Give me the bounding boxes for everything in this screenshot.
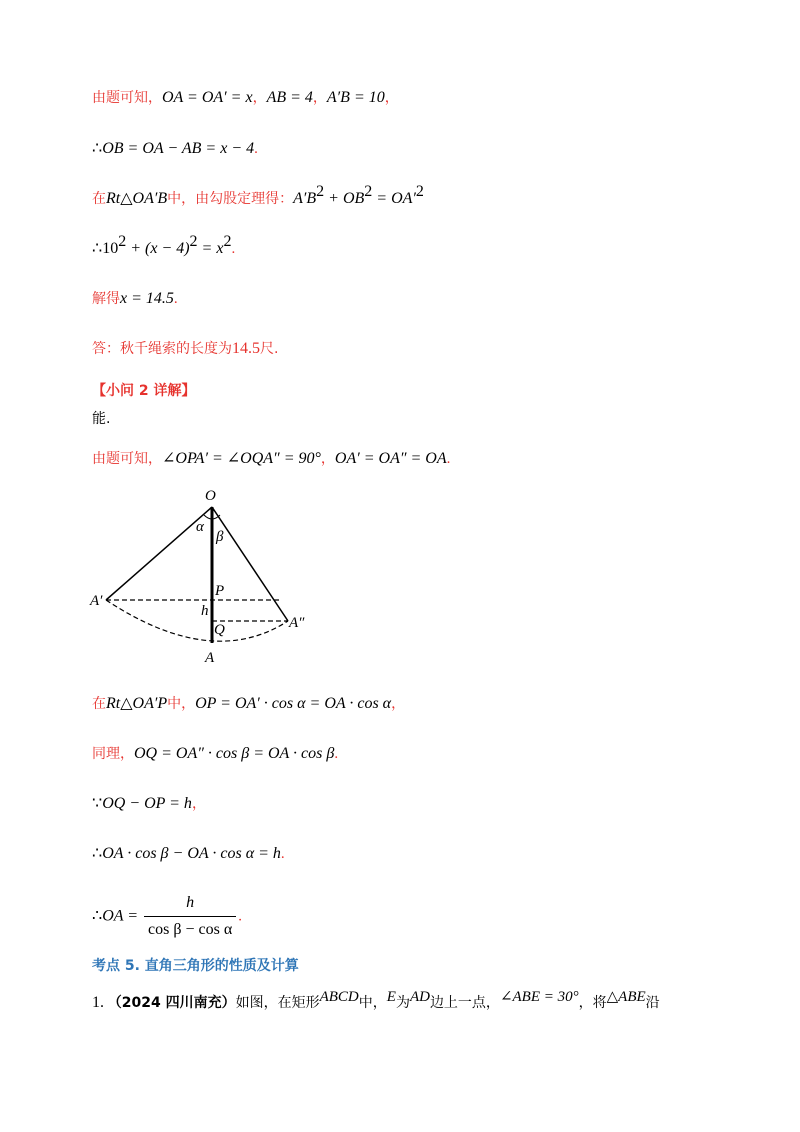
line-given-lengths (92, 87, 399, 109)
label-beta: β (216, 529, 224, 545)
math: ABCD (319, 989, 359, 1005)
numerator: h (144, 892, 236, 917)
math: A′B (293, 190, 317, 207)
math: OQ − OP = h (102, 795, 192, 812)
symbol: ∴ (92, 845, 103, 862)
answer-value: 14.5 (232, 340, 260, 357)
symbol: ∴ (92, 240, 103, 257)
label-o: O (205, 488, 216, 504)
math: OA = OA′ = x (162, 89, 253, 106)
text: 沿 (645, 995, 660, 1011)
text: 如图，在矩形 (235, 995, 320, 1011)
problem-source: （2024 四川南充） (107, 995, 236, 1011)
symbol: ∴ (92, 140, 103, 157)
text: . (254, 141, 258, 157)
math: 10 (102, 240, 119, 257)
topic-heading: 考点 5. 直角三角形的性质及计算 (92, 958, 299, 974)
symbol: ∴ (92, 907, 103, 925)
line-oq (92, 743, 338, 765)
exponent: 2 (316, 183, 325, 200)
math: OA · cos β − OA · cos α = h (102, 845, 281, 862)
label-a: A (205, 650, 215, 666)
label-a-prime: A′ (90, 593, 103, 609)
problem-number: 1. (92, 994, 104, 1011)
math: △ABE (606, 989, 646, 1005)
math: OA′ = OA″ = OA (334, 450, 447, 467)
label-h: h (201, 603, 209, 619)
exponent: 2 (415, 183, 424, 200)
text: ， (320, 451, 335, 467)
text: ， (252, 90, 267, 106)
math: AD (409, 989, 430, 1005)
line-pythagoras (92, 183, 424, 210)
text: 在 (92, 696, 106, 712)
math: E (386, 989, 396, 1005)
text: 解得 (92, 291, 120, 307)
math: Rt△OA′P (106, 695, 168, 712)
line-equation (92, 233, 236, 260)
denominator: cos β − cos α (148, 921, 233, 938)
text: . (446, 451, 451, 467)
line-ob (92, 138, 258, 160)
text: 在 (92, 191, 106, 207)
math: OQ = OA″ · cos β = OA · cos β (134, 745, 335, 762)
text: 答：秋千绳索的长度为 (92, 341, 232, 357)
text: ， (391, 696, 406, 712)
math: OA = (102, 907, 143, 925)
text: 中， (358, 995, 387, 1011)
line-answer (92, 338, 278, 360)
text: ， (384, 90, 399, 106)
text: . (238, 908, 242, 925)
text: ， (191, 796, 206, 812)
math: OB = OA − AB = x − 4 (102, 140, 255, 157)
text: 为 (395, 995, 410, 1011)
line-op (92, 693, 405, 715)
line-can: 能. (92, 411, 111, 427)
math: = OA′ (372, 190, 416, 207)
exponent: 2 (223, 233, 232, 250)
text: . (280, 846, 285, 862)
math: AB = 4 (266, 89, 313, 106)
text: 中，由勾股定理得： (167, 191, 294, 207)
math: OP = OA′ · cos α = OA · cos α (195, 695, 392, 712)
math: A′B = 10 (326, 89, 385, 106)
math: = x (197, 240, 224, 257)
text: 中， (167, 696, 196, 712)
text: . (231, 241, 236, 257)
line-because (92, 793, 206, 815)
math: ∠ABE = 30° (499, 989, 579, 1005)
text: . (173, 291, 178, 307)
math: ∠OPA′ = ∠OQA″ = 90° (162, 450, 321, 467)
text: ，将 (578, 995, 607, 1011)
exponent: 2 (364, 183, 373, 200)
label-q: Q (214, 622, 225, 638)
text: 尺. (260, 341, 279, 357)
text: 由题可知， (92, 451, 162, 467)
problem-statement (92, 989, 660, 1014)
line-therefore (92, 843, 285, 865)
fraction (144, 892, 236, 941)
math: + (x − 4) (126, 240, 190, 257)
text: 由题可知， (92, 90, 162, 106)
text: . (334, 746, 339, 762)
label-p: P (215, 583, 225, 599)
math: + OB (324, 190, 365, 207)
label-alpha: α (196, 519, 204, 535)
symbol: ∵ (92, 795, 103, 812)
exponent: 2 (118, 233, 127, 250)
text: 边上一点， (429, 995, 500, 1011)
math: Rt△OA′B (106, 190, 168, 207)
line-solve (92, 288, 178, 310)
exponent: 2 (189, 233, 198, 250)
line-given-angles (92, 448, 450, 470)
swing-geometry-figure (88, 485, 328, 670)
rope-oa2 (212, 507, 288, 621)
label-a-double-prime: A″ (289, 615, 305, 631)
section-header: 【小问 2 详解】 (92, 383, 196, 399)
text: ， (312, 90, 327, 106)
text: 同理， (92, 746, 134, 762)
math: x = 14.5 (120, 290, 174, 307)
line-result (92, 892, 242, 941)
